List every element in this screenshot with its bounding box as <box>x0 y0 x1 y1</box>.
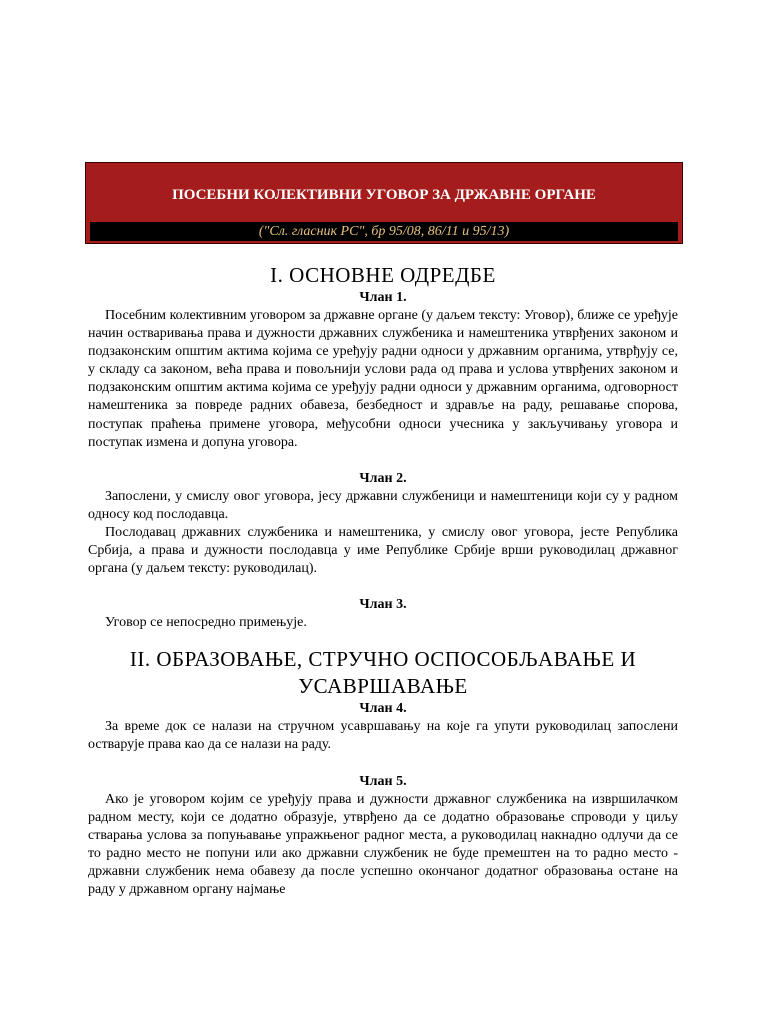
document-body <box>88 262 678 899</box>
article-paragraph: Посебним колективним уговором за државне органе (у даљем тексту: Уговор), ближе се уређује начин остваривања права и дужности државних службеника и намештеника утврђених законом и подзаконским општим актима којима се уређују радни односи у државним органима, утврђују се, у складу са законом, већа права и повољнији услови рада од права и услова утврђених законом и подзаконским општим актима којима се уређују радни односи у државним органима, одговорност намештеника за повреде радних обавеза, безбедност и здравље на раду, решавање спорова, поступак праћења примене уговора, међусобни односи учесника у закључивању уговора и поступак измена и допуна уговора. <box>88 308 678 450</box>
article-paragraph: Ако је уговором којим се уређују права и дужности државног службеника на извршилачком радном месту, који се додатно образује, утврђено да се додатно образовање спроводи у циљу стварања услова за попуњавање упражњеног радног места, а руководилац накнадно одлучи да се то радно место не попуни или ако државни службеник не буде премештен на то радно место - државни службеник нема обавезу да после успешно окончаног додатног образовања остане на раду у државном органу најмање <box>88 791 678 897</box>
article-title: Члан 2. <box>359 470 407 486</box>
article-title: Члан 3. <box>359 597 407 613</box>
title-banner <box>85 162 683 244</box>
article-paragraph: Уговор се непосредно примењује. <box>105 615 307 631</box>
section-heading: I. ОСНОВНЕ ОДРЕДБЕ <box>270 263 496 287</box>
gazette-reference: ("Сл. гласник РС", бр 95/08, 86/11 и 95/13) <box>90 222 678 241</box>
article-title: Члан 5. <box>359 773 407 789</box>
article-paragraph: Послодавац државних службеника и намештеника, у смислу овог уговора, јесте Република Србија, а права и дужности послодавца у име Републике Србије врши руководилац државног органа (у даљем тексту: руководилац). <box>88 524 678 577</box>
section-heading: II. ОБРАЗОВАЊЕ, СТРУЧНО ОСПОСОБЉАВАЊЕ И УСАВРШАВАЊЕ <box>129 647 637 699</box>
article-title: Члан 4. <box>359 701 407 717</box>
document-title: ПОСЕБНИ КОЛЕКТИВНИ УГОВОР ЗА ДРЖАВНЕ ОРГАНЕ <box>172 187 596 203</box>
article-paragraph: За време док се налази на стручном усавршавању на које га упути руководилац запослени остварује права као да се налази на раду. <box>88 719 678 753</box>
article-title: Члан 1. <box>359 290 407 305</box>
article-paragraph: Запослени, у смислу овог уговора, јесу државни службеници и намештеници који су у радном односу код послодавца. <box>88 488 678 522</box>
